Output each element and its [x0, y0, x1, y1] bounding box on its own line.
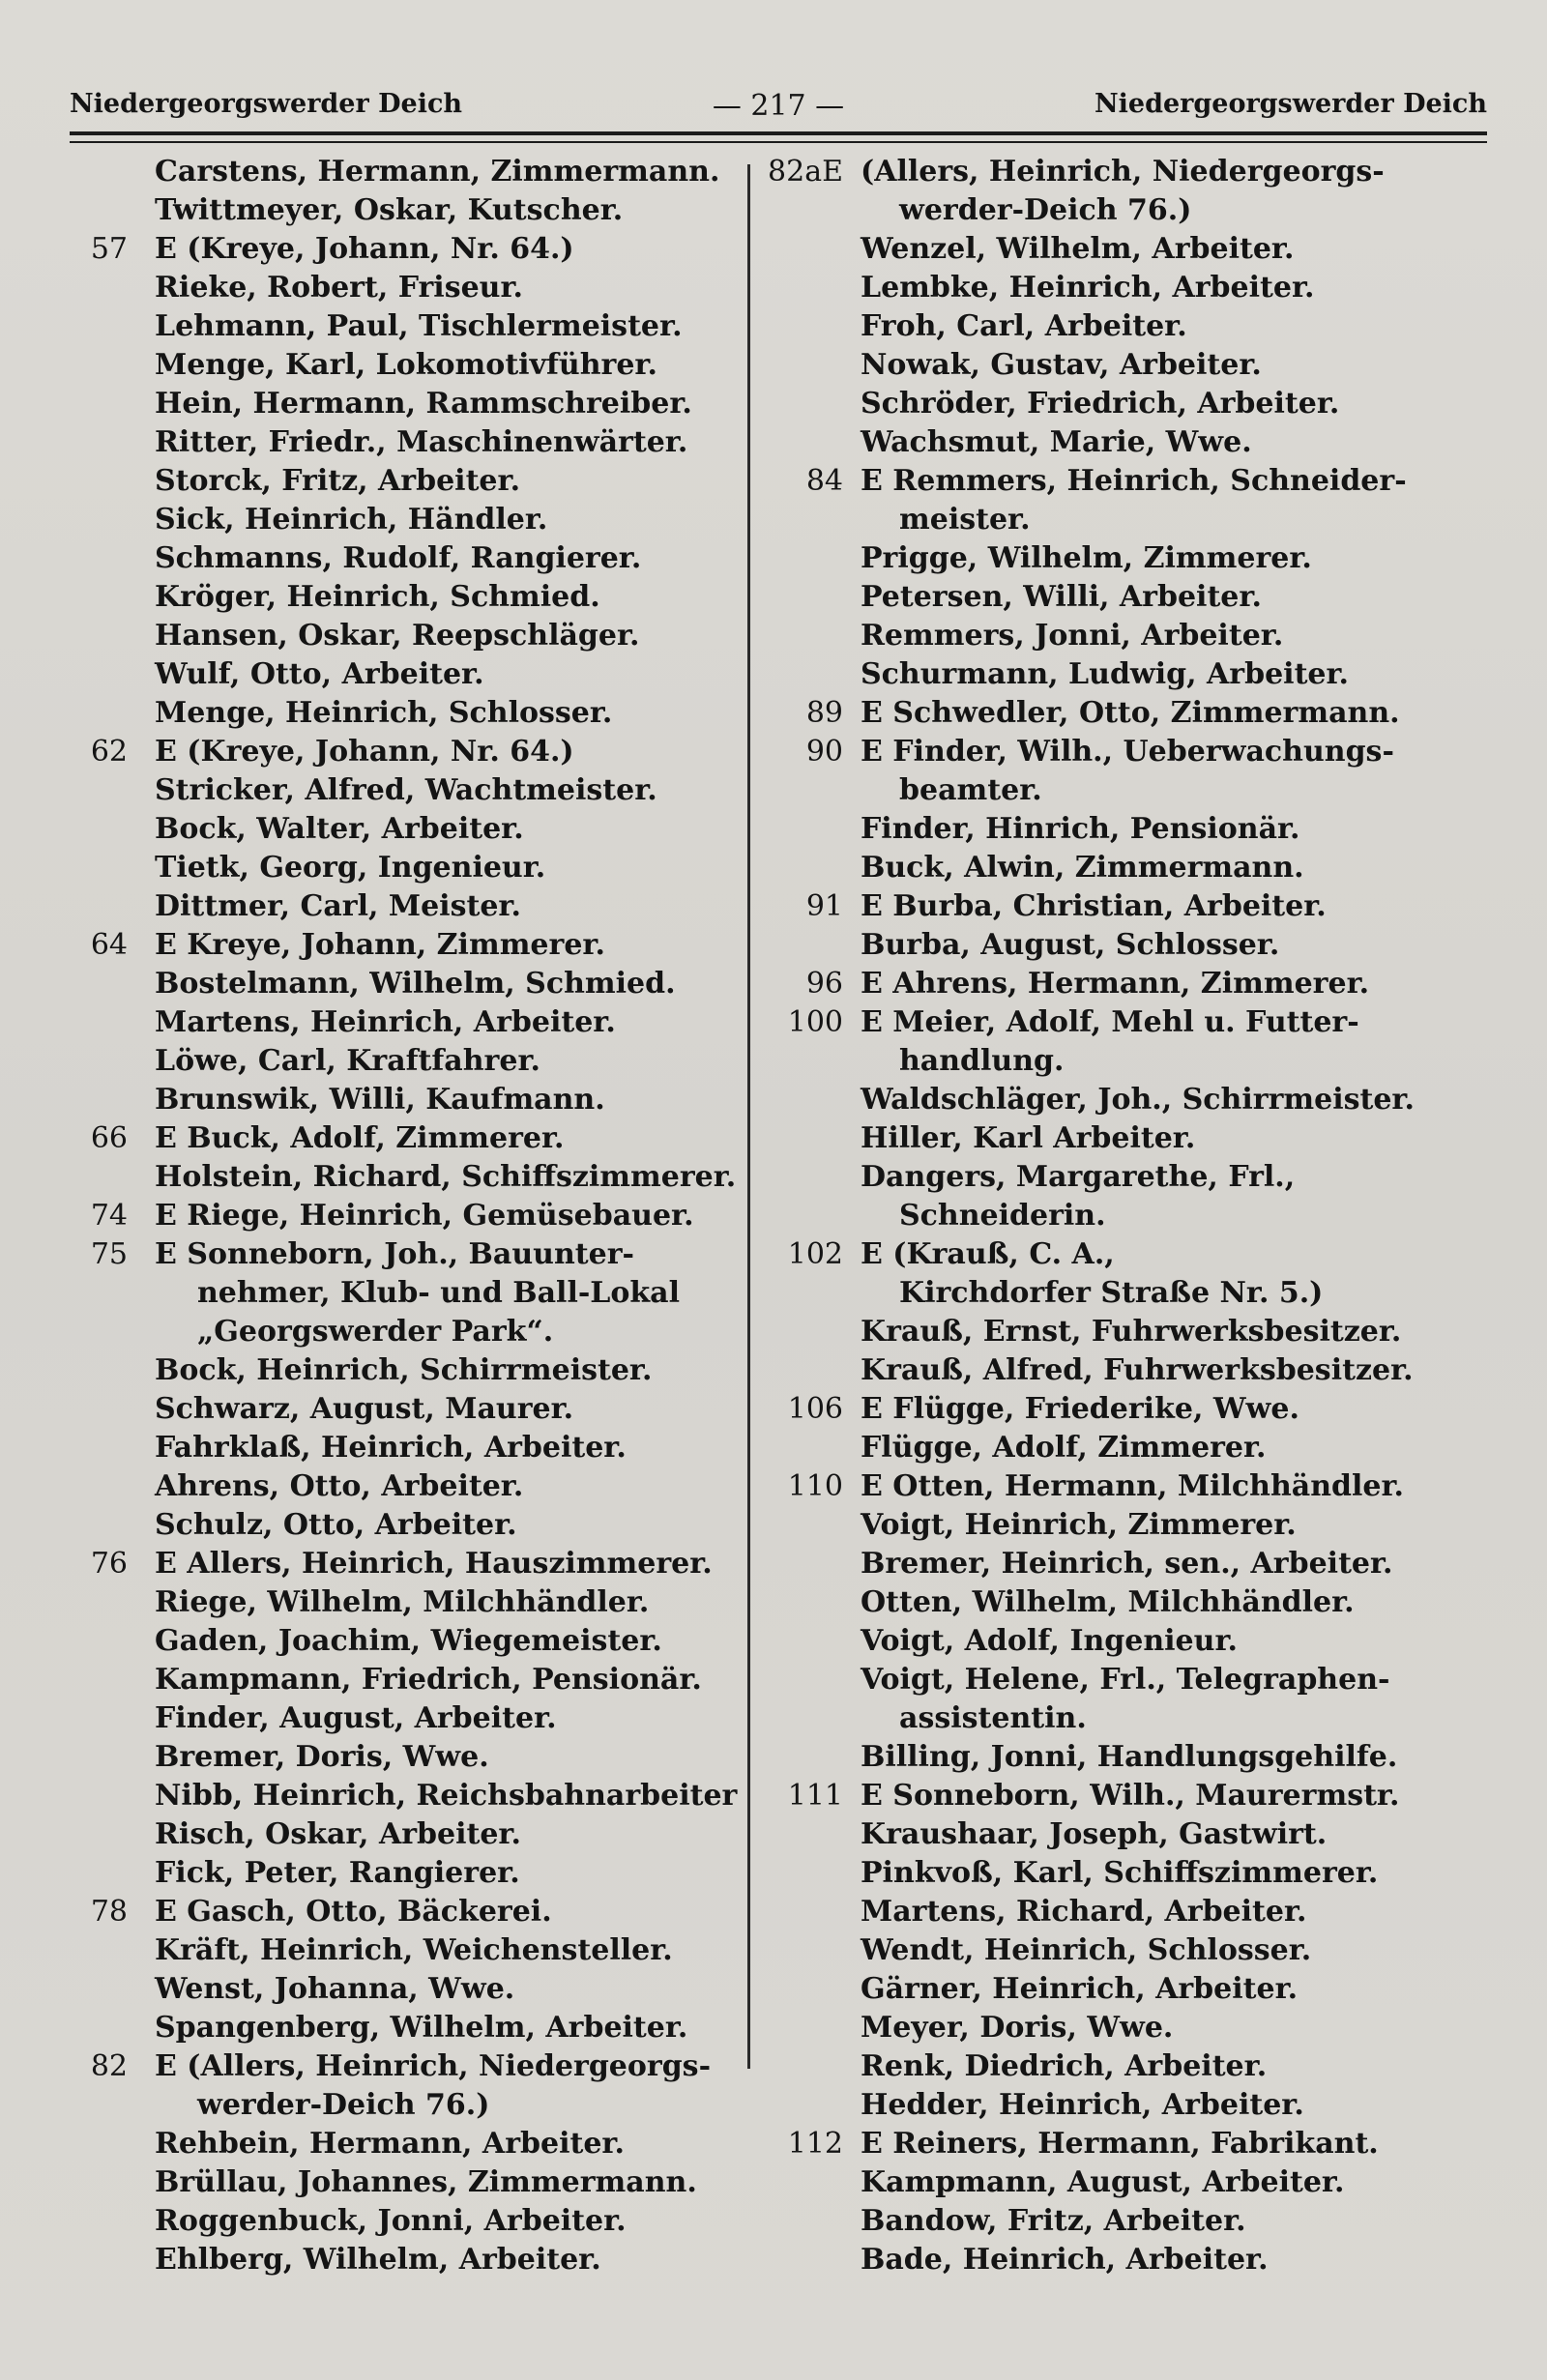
entry-text: (Allers, Heinrich, Niedergeorgs-: [861, 155, 1385, 189]
resident-entry: [39, 191, 744, 230]
resident-entry: [764, 1661, 1528, 1699]
resident-entry: [39, 1390, 744, 1429]
right-column: [764, 153, 1528, 2279]
house-entry: [764, 2125, 1528, 2163]
house-number: 91: [805, 889, 843, 923]
house-number: 57: [90, 232, 128, 266]
resident-entry: [39, 307, 744, 346]
resident-entry: [764, 655, 1528, 694]
resident-entry: [764, 2009, 1528, 2047]
resident-entry: [764, 1429, 1528, 1467]
house-number: 100: [787, 1005, 843, 1039]
entry-text: Brunswik, Willi, Kaufmann.: [155, 1083, 605, 1117]
entry-text: Wenst, Johanna, Wwe.: [155, 1972, 515, 2006]
entry-text: „Georgswerder Park“.: [197, 1315, 554, 1349]
resident-entry: [39, 2125, 744, 2163]
entry-text: Kirchdorfer Straße Nr. 5.): [899, 1276, 1324, 1310]
house-entry: [39, 1545, 744, 1583]
entry-text: Nowak, Gustav, Arbeiter.: [861, 348, 1262, 382]
entry-continuation: [764, 1042, 1528, 1081]
resident-entry: [39, 153, 744, 191]
resident-entry: [764, 1893, 1528, 1931]
entry-text: Roggenbuck, Jonni, Arbeiter.: [155, 2204, 627, 2238]
resident-entry: [39, 887, 744, 926]
entry-text: Burba, August, Schlosser.: [861, 928, 1280, 962]
entry-text: Froh, Carl, Arbeiter.: [861, 309, 1187, 343]
house-entry: [764, 1003, 1528, 1042]
entry-text: Gärner, Heinrich, Arbeiter.: [861, 1972, 1299, 2006]
resident-entry: [39, 1661, 744, 1699]
entry-text: Tietk, Georg, Ingenieur.: [155, 851, 546, 885]
entry-continuation: [39, 2086, 744, 2125]
entry-text: Schulz, Otto, Arbeiter.: [155, 1508, 517, 1542]
resident-entry: [764, 1815, 1528, 1854]
entry-text: Storck, Fritz, Arbeiter.: [155, 464, 521, 498]
entry-text: Hein, Hermann, Rammschreiber.: [155, 387, 692, 421]
resident-entry: [39, 423, 744, 462]
entry-text: Menge, Heinrich, Schlosser.: [155, 696, 613, 730]
entry-text: Bremer, Doris, Wwe.: [155, 1740, 489, 1774]
entry-text: Otten, Wilhelm, Milchhändler.: [861, 1585, 1355, 1619]
house-entry: [39, 926, 744, 965]
entry-text: Löwe, Carl, Kraftfahrer.: [155, 1044, 540, 1078]
resident-entry: [764, 1158, 1528, 1197]
resident-entry: [39, 1815, 744, 1854]
entry-text: Rieke, Robert, Friseur.: [155, 271, 523, 305]
entry-text: Menge, Karl, Lokomotivführer.: [155, 348, 657, 382]
house-number: 82: [90, 2049, 128, 2083]
entry-text: E Flügge, Friederike, Wwe.: [861, 1392, 1299, 1426]
entry-text: E Ahrens, Hermann, Zimmerer.: [861, 967, 1370, 1001]
resident-entry: [764, 2241, 1528, 2279]
resident-entry: [39, 385, 744, 423]
entry-text: Flügge, Adolf, Zimmerer.: [861, 1431, 1267, 1465]
house-entry: [764, 1235, 1528, 1274]
entry-text: E Kreye, Johann, Zimmerer.: [155, 928, 605, 962]
house-number: 74: [90, 1199, 128, 1233]
resident-entry: [39, 1081, 744, 1119]
resident-entry: [39, 810, 744, 849]
entry-text: E Sonneborn, Wilh., Maurermstr.: [861, 1779, 1400, 1813]
entry-text: Lembke, Heinrich, Arbeiter.: [861, 271, 1315, 305]
house-entry: [764, 153, 1528, 191]
resident-entry: [39, 1738, 744, 1777]
house-entry: [39, 1235, 744, 1274]
entry-text: Petersen, Willi, Arbeiter.: [861, 580, 1262, 614]
entry-continuation: [764, 191, 1528, 230]
resident-entry: [39, 2202, 744, 2241]
house-entry: [764, 733, 1528, 771]
resident-entry: [764, 1854, 1528, 1893]
entry-text: Billing, Jonni, Handlungsgehilfe.: [861, 1740, 1398, 1774]
resident-entry: [764, 1119, 1528, 1158]
resident-entry: [764, 1313, 1528, 1351]
entry-text: Fick, Peter, Rangierer.: [155, 1856, 520, 1890]
entry-text: werder-Deich 76.): [197, 2088, 490, 2122]
house-number: 75: [90, 1237, 128, 1271]
resident-entry: [39, 1467, 744, 1506]
entry-text: Dangers, Margarethe, Frl.,: [861, 1160, 1296, 1194]
entry-text: Pinkvoß, Karl, Schiffszimmerer.: [861, 1856, 1379, 1890]
resident-entry: [764, 2202, 1528, 2241]
entry-text: Twittmeyer, Oskar, Kutscher.: [155, 193, 624, 227]
resident-entry: [764, 1970, 1528, 2009]
house-entry: [39, 733, 744, 771]
resident-entry: [39, 1622, 744, 1661]
entry-text: Schröder, Friedrich, Arbeiter.: [861, 387, 1340, 421]
resident-entry: [39, 1931, 744, 1970]
resident-entry: [39, 1042, 744, 1081]
page-header: [70, 89, 1487, 131]
house-number: 96: [805, 967, 843, 1001]
entry-text: Schneiderin.: [899, 1199, 1106, 1233]
resident-entry: [39, 1003, 744, 1042]
resident-entry: [39, 655, 744, 694]
entry-text: Carstens, Hermann, Zimmermann.: [155, 155, 720, 189]
entry-continuation: [764, 1699, 1528, 1738]
entry-text: Hansen, Oskar, Reepschläger.: [155, 619, 640, 653]
header-rule-thick: [70, 131, 1487, 135]
resident-entry: [39, 849, 744, 887]
entry-continuation: [764, 1197, 1528, 1235]
entry-text: Bock, Heinrich, Schirrmeister.: [155, 1353, 653, 1387]
resident-entry: [764, 2086, 1528, 2125]
house-entry: [764, 1777, 1528, 1815]
entry-text: Spangenberg, Wilhelm, Arbeiter.: [155, 2011, 688, 2045]
entry-text: Kampmann, August, Arbeiter.: [861, 2165, 1345, 2199]
resident-entry: [764, 269, 1528, 307]
entry-text: E Otten, Hermann, Milchhändler.: [861, 1469, 1404, 1503]
resident-entry: [764, 1081, 1528, 1119]
entry-continuation: [764, 501, 1528, 539]
entry-text: Schwarz, August, Maurer.: [155, 1392, 574, 1426]
house-number: 102: [787, 1237, 843, 1271]
entry-text: Bandow, Fritz, Arbeiter.: [861, 2204, 1246, 2238]
entry-text: Finder, August, Arbeiter.: [155, 1701, 557, 1735]
resident-entry: [764, 230, 1528, 269]
column-divider: [747, 164, 750, 2069]
entry-text: E Burba, Christian, Arbeiter.: [861, 889, 1327, 923]
house-entry: [39, 1119, 744, 1158]
entry-text: Voigt, Helene, Frl., Telegraphen-: [861, 1663, 1390, 1697]
house-number: 76: [90, 1547, 128, 1581]
resident-entry: [764, 2047, 1528, 2086]
entry-text: Krauß, Ernst, Fuhrwerksbesitzer.: [861, 1315, 1402, 1349]
resident-entry: [39, 1777, 744, 1815]
resident-entry: [764, 1931, 1528, 1970]
resident-entry: [764, 926, 1528, 965]
resident-entry: [39, 269, 744, 307]
entry-text: Brüllau, Johannes, Zimmermann.: [155, 2165, 697, 2199]
resident-entry: [39, 771, 744, 810]
entry-text: Holstein, Richard, Schiffszimmerer.: [155, 1160, 737, 1194]
resident-entry: [764, 539, 1528, 578]
resident-entry: [39, 1970, 744, 2009]
entry-text: E Schwedler, Otto, Zimmermann.: [861, 696, 1400, 730]
house-entry: [39, 230, 744, 269]
house-number: 90: [805, 735, 843, 769]
entry-text: Lehmann, Paul, Tischlermeister.: [155, 309, 683, 343]
entry-text: Hedder, Heinrich, Arbeiter.: [861, 2088, 1304, 2122]
resident-entry: [39, 694, 744, 733]
entry-text: Kampmann, Friedrich, Pensionär.: [155, 1663, 702, 1697]
resident-entry: [764, 849, 1528, 887]
resident-entry: [764, 346, 1528, 385]
entry-text: Meyer, Doris, Wwe.: [861, 2011, 1174, 2045]
entry-text: Kröger, Heinrich, Schmied.: [155, 580, 600, 614]
entry-text: Ahrens, Otto, Arbeiter.: [155, 1469, 524, 1503]
entry-text: Rehbein, Hermann, Arbeiter.: [155, 2127, 625, 2161]
resident-entry: [764, 307, 1528, 346]
entry-text: Dittmer, Carl, Meister.: [155, 889, 521, 923]
resident-entry: [39, 462, 744, 501]
resident-entry: [764, 810, 1528, 849]
house-number: 66: [90, 1121, 128, 1155]
house-number: 82aE: [768, 155, 843, 189]
entry-text: Prigge, Wilhelm, Zimmerer.: [861, 541, 1312, 575]
house-entry: [764, 1467, 1528, 1506]
entry-text: beamter.: [899, 773, 1042, 807]
entry-text: Fahrklaß, Heinrich, Arbeiter.: [155, 1431, 627, 1465]
entry-text: Bade, Heinrich, Arbeiter.: [861, 2243, 1269, 2277]
entry-text: Voigt, Adolf, Ingenieur.: [861, 1624, 1238, 1658]
house-number: 89: [805, 696, 843, 730]
entry-text: Voigt, Heinrich, Zimmerer.: [861, 1508, 1297, 1542]
entry-text: Hiller, Karl Arbeiter.: [861, 1121, 1196, 1155]
resident-entry: [764, 423, 1528, 462]
entry-text: Remmers, Jonni, Arbeiter.: [861, 619, 1284, 653]
house-number: 78: [90, 1895, 128, 1929]
entry-text: Martens, Richard, Arbeiter.: [861, 1895, 1307, 1929]
resident-entry: [39, 1583, 744, 1622]
resident-entry: [764, 1622, 1528, 1661]
entry-continuation: [39, 1274, 744, 1313]
entry-text: Wulf, Otto, Arbeiter.: [155, 657, 484, 691]
header-left-street: Niedergeorgswerder Deich: [70, 89, 463, 119]
resident-entry: [39, 617, 744, 655]
house-number: 112: [787, 2127, 843, 2161]
resident-entry: [764, 578, 1528, 617]
entry-continuation: [39, 1313, 744, 1351]
resident-entry: [39, 578, 744, 617]
entry-text: Wendt, Heinrich, Schlosser.: [861, 1933, 1312, 1967]
resident-entry: [39, 1158, 744, 1197]
resident-entry: [39, 965, 744, 1003]
entry-text: E Meier, Adolf, Mehl u. Futter-: [861, 1005, 1359, 1039]
house-number: 110: [787, 1469, 843, 1503]
house-entry: [39, 1893, 744, 1931]
entry-text: E Sonneborn, Joh., Bauunter-: [155, 1237, 634, 1271]
header-right-street: Niedergeorgswerder Deich: [1094, 89, 1487, 119]
resident-entry: [39, 539, 744, 578]
house-entry: [39, 1197, 744, 1235]
house-number: 84: [805, 464, 843, 498]
resident-entry: [764, 385, 1528, 423]
entry-text: Kräft, Heinrich, Weichensteller.: [155, 1933, 673, 1967]
entry-text: E Finder, Wilh., Ueberwachungs-: [861, 735, 1394, 769]
house-entry: [764, 1390, 1528, 1429]
entry-text: Gaden, Joachim, Wiegemeister.: [155, 1624, 662, 1658]
entry-text: Wenzel, Wilhelm, Arbeiter.: [861, 232, 1295, 266]
entry-text: Renk, Diedrich, Arbeiter.: [861, 2049, 1268, 2083]
house-entry: [764, 462, 1528, 501]
resident-entry: [39, 2241, 744, 2279]
entry-text: E (Kreye, Johann, Nr. 64.): [155, 735, 574, 769]
entry-text: E Gasch, Otto, Bäckerei.: [155, 1895, 552, 1929]
resident-entry: [764, 1545, 1528, 1583]
entry-text: E Buck, Adolf, Zimmerer.: [155, 1121, 565, 1155]
resident-entry: [39, 1429, 744, 1467]
entry-text: Krauß, Alfred, Fuhrwerksbesitzer.: [861, 1353, 1414, 1387]
resident-entry: [39, 1506, 744, 1545]
house-entry: [764, 887, 1528, 926]
resident-entry: [39, 1854, 744, 1893]
house-number: 106: [787, 1392, 843, 1426]
entry-text: Schurmann, Ludwig, Arbeiter.: [861, 657, 1350, 691]
entry-text: Stricker, Alfred, Wachtmeister.: [155, 773, 657, 807]
entry-text: E Reiners, Hermann, Fabrikant.: [861, 2127, 1379, 2161]
header-rule-thin: [70, 141, 1487, 143]
entry-text: Nibb, Heinrich, Reichsbahnarbeiter: [155, 1779, 738, 1813]
entry-text: meister.: [899, 503, 1031, 537]
entry-text: Bock, Walter, Arbeiter.: [155, 812, 524, 846]
resident-entry: [39, 2163, 744, 2202]
entry-text: E Remmers, Heinrich, Schneider-: [861, 464, 1407, 498]
house-entry: [39, 2047, 744, 2086]
resident-entry: [764, 617, 1528, 655]
resident-entry: [39, 346, 744, 385]
resident-entry: [764, 1738, 1528, 1777]
entry-text: Kraushaar, Joseph, Gastwirt.: [861, 1817, 1328, 1851]
entry-text: Buck, Alwin, Zimmermann.: [861, 851, 1304, 885]
resident-entry: [764, 2163, 1528, 2202]
entry-text: Finder, Hinrich, Pensionär.: [861, 812, 1300, 846]
entry-continuation: [764, 1274, 1528, 1313]
entry-text: E (Allers, Heinrich, Niedergeorgs-: [155, 2049, 712, 2083]
entry-text: E (Krauß, C. A.,: [861, 1237, 1115, 1271]
entry-text: Ehlberg, Wilhelm, Arbeiter.: [155, 2243, 601, 2277]
entry-text: E Riege, Heinrich, Gemüsebauer.: [155, 1199, 694, 1233]
entry-text: Wachsmut, Marie, Wwe.: [861, 425, 1252, 459]
entry-text: Bostelmann, Wilhelm, Schmied.: [155, 967, 676, 1001]
entry-text: E Allers, Heinrich, Hauszimmerer.: [155, 1547, 713, 1581]
entry-text: Schmanns, Rudolf, Rangierer.: [155, 541, 642, 575]
house-entry: [764, 694, 1528, 733]
resident-entry: [39, 1351, 744, 1390]
entry-text: Risch, Oskar, Arbeiter.: [155, 1817, 521, 1851]
entry-continuation: [764, 771, 1528, 810]
house-number: 111: [787, 1779, 843, 1813]
entry-text: Bremer, Heinrich, sen., Arbeiter.: [861, 1547, 1393, 1581]
entry-text: Waldschläger, Joh., Schirrmeister.: [861, 1083, 1415, 1117]
resident-entry: [39, 2009, 744, 2047]
entry-text: Riege, Wilhelm, Milchhändler.: [155, 1585, 650, 1619]
resident-entry: [764, 1583, 1528, 1622]
entry-text: E (Kreye, Johann, Nr. 64.): [155, 232, 574, 266]
entry-text: assistentin.: [899, 1701, 1087, 1735]
entry-text: nehmer, Klub- und Ball-Lokal: [197, 1276, 681, 1310]
entry-text: Martens, Heinrich, Arbeiter.: [155, 1005, 616, 1039]
house-number: 64: [90, 928, 128, 962]
entry-text: handlung.: [899, 1044, 1065, 1078]
resident-entry: [764, 1506, 1528, 1545]
page-number: — 217 —: [712, 89, 845, 123]
house-number: 62: [90, 735, 128, 769]
resident-entry: [39, 1699, 744, 1738]
entry-text: Sick, Heinrich, Händler.: [155, 503, 548, 537]
house-entry: [764, 965, 1528, 1003]
resident-entry: [764, 1351, 1528, 1390]
resident-entry: [39, 501, 744, 539]
entry-text: Ritter, Friedr., Maschinenwärter.: [155, 425, 688, 459]
entry-text: werder-Deich 76.): [899, 193, 1192, 227]
left-column: [39, 153, 744, 2279]
